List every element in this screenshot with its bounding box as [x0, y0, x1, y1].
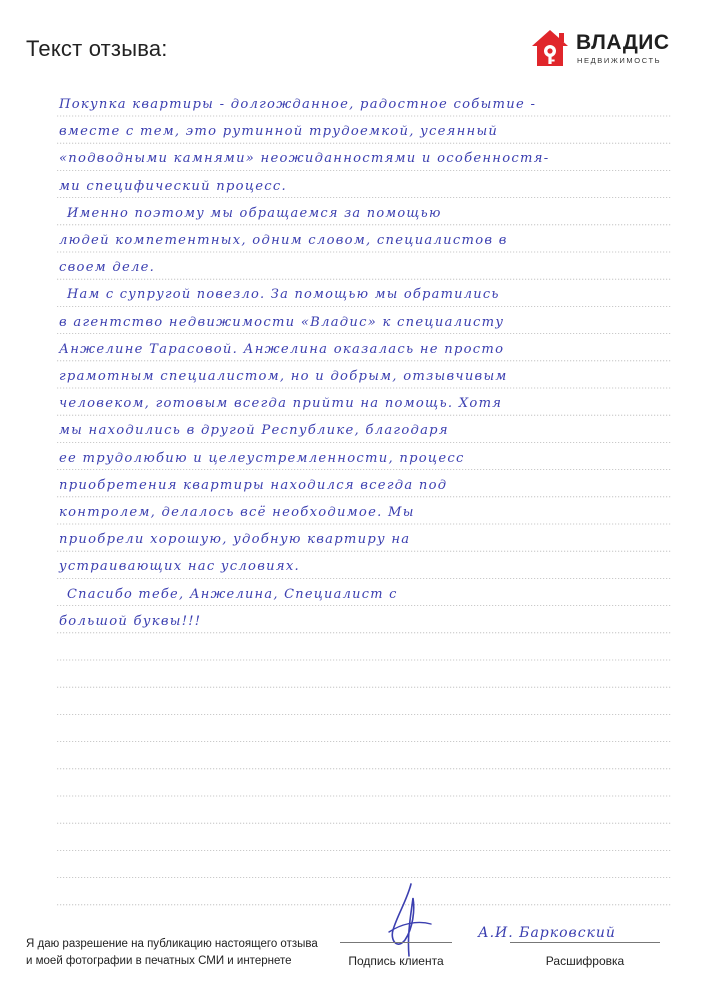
review-line: вместе с тем, это рутинной трудоемкой, усеянный — [59, 124, 499, 140]
review-line: «подводными камнями» неожиданностями и особенностя- — [59, 151, 550, 167]
review-line: Анжелине Тарасовой. Анжелина оказалась не просто — [59, 341, 505, 357]
decode-handwritten: А.И. Барковский — [478, 925, 616, 941]
house-key-icon — [530, 28, 570, 68]
review-line: приобрели хорошую, удобную квартиру на — [59, 532, 411, 548]
signature-line — [340, 942, 452, 943]
review-line: Спасибо тебе, Анжелина, Специалист с — [67, 586, 398, 602]
review-line: в агентство недвижимости «Владис» к специалисту — [59, 314, 505, 330]
review-line: ее трудолюбию и целеустремленности, процесс — [59, 450, 465, 466]
client-signature — [385, 880, 435, 960]
signature-label: Подпись клиента — [348, 954, 444, 968]
logo-name: ВЛАДИС — [576, 31, 670, 54]
decode-label: Расшифровка — [545, 954, 625, 968]
vladis-logo — [530, 28, 690, 72]
consent-line-2: и моей фотографии в печатных СМИ и интернете — [26, 955, 292, 967]
handwritten-review — [57, 86, 672, 916]
consent-line-1: Я даю разрешение на публикацию настоящего отзыва — [26, 938, 318, 950]
review-line: ми специфический процесс. — [59, 178, 287, 194]
review-line: мы находились в другой Республике, благодаря — [59, 423, 449, 439]
review-line: Нам с супругой повезло. За помощью мы обратились — [67, 287, 500, 303]
review-line: устраивающих нас условиях. — [59, 559, 300, 575]
publication-consent — [26, 936, 318, 970]
review-line: Покупка квартиры - долгожданное, радостное событие - — [59, 97, 537, 112]
decode-line — [510, 942, 660, 943]
logo-subtitle: НЕДВИЖИМОСТЬ — [577, 56, 662, 65]
review-line: контролем, делалось всё необходимое. Мы — [59, 505, 415, 520]
review-line: людей компетентных, одним словом, специалистов в — [59, 233, 508, 248]
review-line: приобретения квартиры находился всегда под — [59, 477, 448, 493]
review-line: своем деле. — [59, 260, 156, 276]
review-line: Именно поэтому мы обращаемся за помощью — [67, 205, 442, 221]
page-title: Текст отзыва: — [26, 36, 168, 61]
review-line: грамотным специалистом, но и добрым, отзывчивым — [59, 369, 508, 384]
review-line: большой буквы!!! — [59, 613, 202, 629]
review-line: человеком, готовым всегда прийти на помощь. Хотя — [59, 396, 503, 412]
